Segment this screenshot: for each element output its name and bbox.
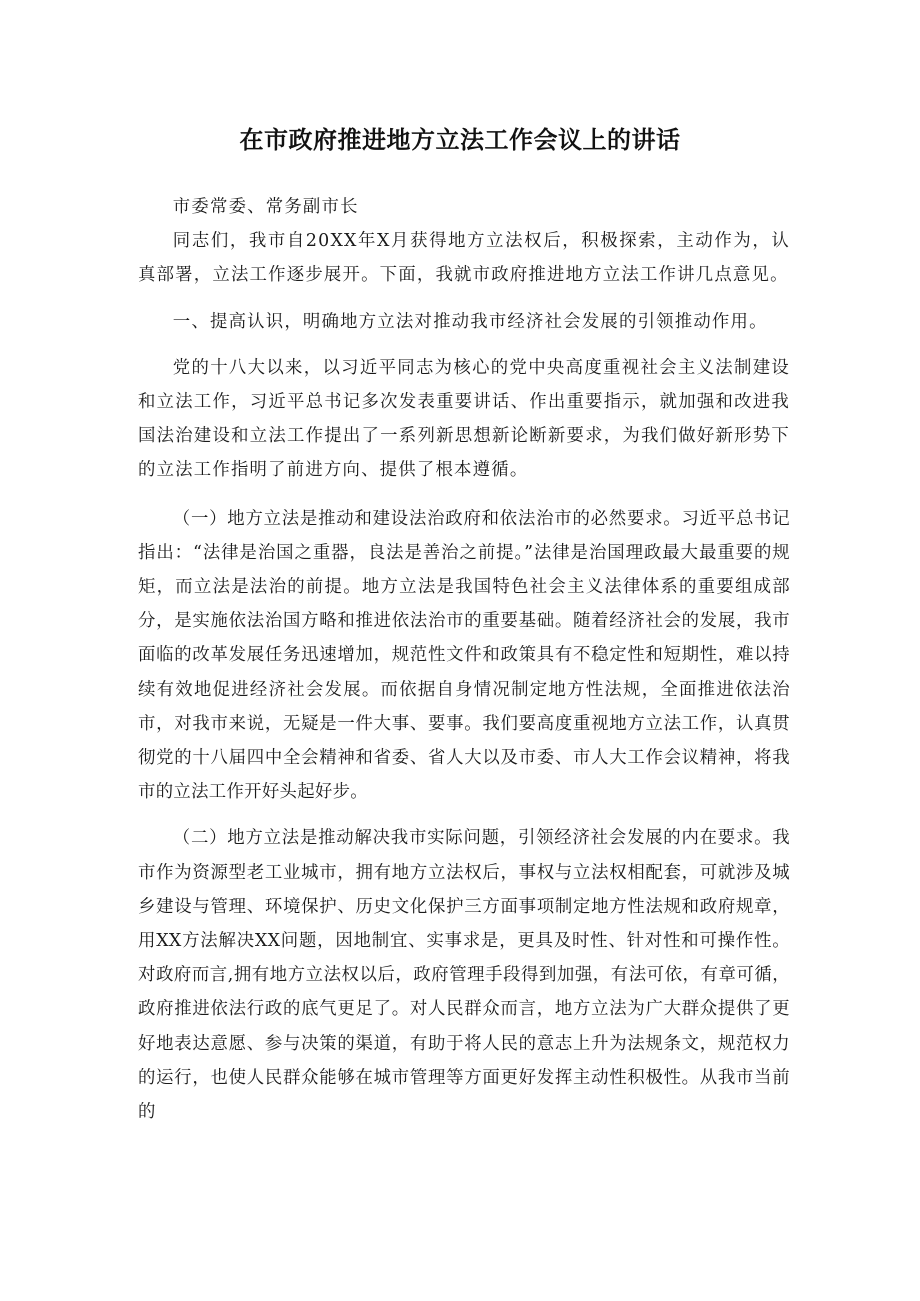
speaker-line: 市委常委、常务副市长 bbox=[172, 197, 359, 217]
document-title: 在市政府推进地方立法工作会议上的讲话 bbox=[239, 126, 681, 154]
document-body bbox=[138, 190, 790, 1129]
subsection-one: （一）地方立法是推动和建设法治政府和依法治市的必然要求。习近平总书记指出：“法律是治国之重器，良法是善治之前提。”法律是治国理政最大最重要的规矩，而立法是法治的前提。地方立法是我国特色社会主义法律体系的重要组成部分，是实施依法治国方略和推进依法治市的重要基础。随着经济社会的发展，我市面临的改革发展任务迅速增加，规范性文件和政策具有不稳定性和短期性，难以持续有效地促进经济社会发展。而依据自身情况制定地方性法规，全面推进依法治市，对我市来说，无疑是一件大事、要事。我们要高度重视地方立法工作，认真贯彻党的十八届四中全会精神和省委、省人大以及市委、市人大工作会议精神，将我市的立法工作开好头起好步。 bbox=[138, 508, 790, 803]
section-heading-one: 一、提高认识，明确地方立法对推动我市经济社会发展的引领推动作用。 bbox=[172, 311, 768, 332]
paragraph-greeting: 同志们，我市自20XX年X月获得地方立法权后，积极探索，主动作为，认真部署，立法工作逐步展开。下面，我就市政府推进地方立法工作讲几点意见。 bbox=[138, 231, 790, 286]
subsection-two: （二）地方立法是推动解决我市实际问题，引领经济社会发展的内在要求。我市作为资源型老工业城市，拥有地方立法权后，事权与立法权相配套，可就涉及城乡建设与管理、环境保护、历史文化保护三方面事项制定地方性法规和政府规章，用XX方法解决XX问题，因地制宜、实事求是，更具及时性、针对性和可操作性。对政府而言,拥有地方立法权以后，政府管理手段得到加强，有法可依，有章可循，政府推进依法行政的底气更足了。对人民群众而言，地方立法为广大群众提供了更好地表达意愿、参与决策的渠道，有助于将人民的意志上升为法规条文，规范权力的运行，也使人民群众能够在城市管理等方面更好发挥主动性积极性。从我市当前的 bbox=[138, 828, 790, 1123]
paragraph-background: 党的十八大以来，以习近平同志为核心的党中央高度重视社会主义法制建设和立法工作，习近平总书记多次发表重要讲话、作出重要指示，就加强和改进我国法治建设和立法工作提出了一系列新思想新论断新要求，为我们做好新形势下的立法工作指明了前进方向、提供了根本遵循。 bbox=[138, 357, 790, 481]
